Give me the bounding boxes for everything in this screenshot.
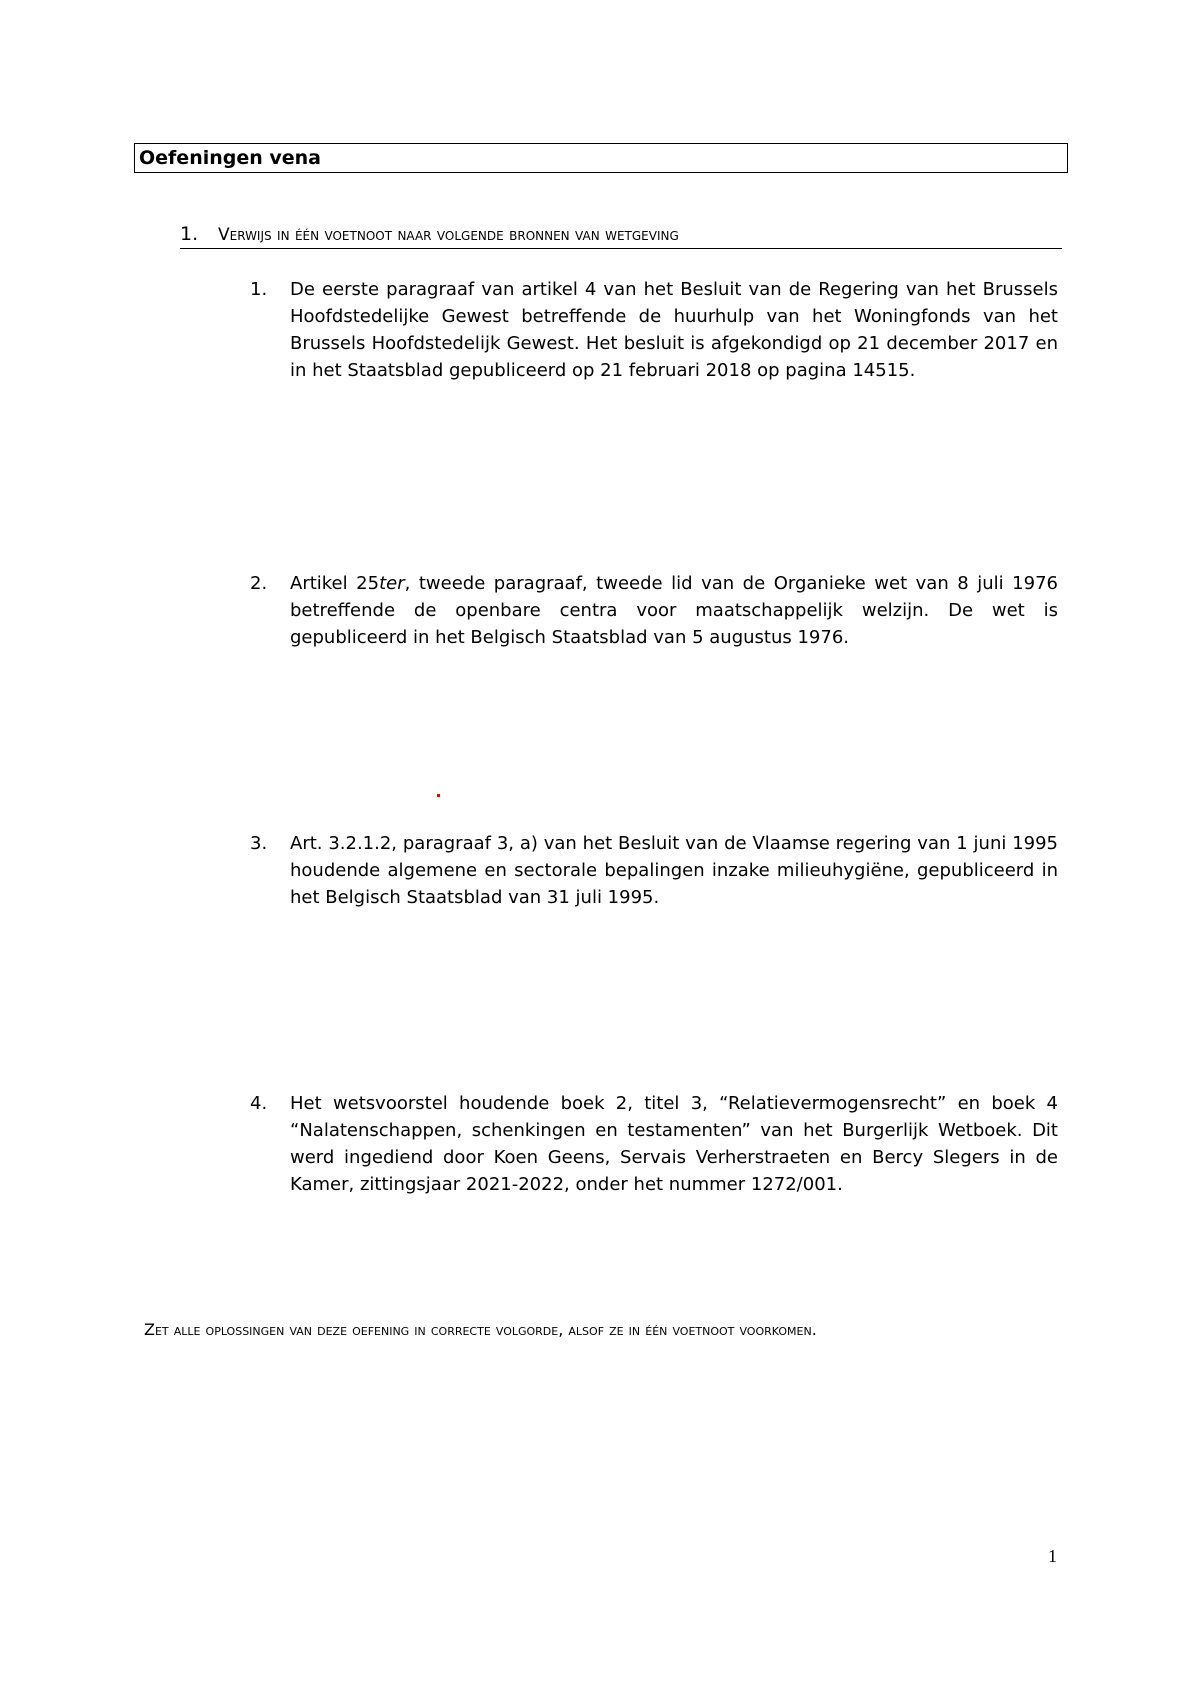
exercise-item-2 bbox=[250, 570, 1058, 651]
exercise-item-text: Het wetsvoorstel houdende boek 2, titel 3, “Relatievermogensrecht” en boek 4 “Nalatenschappen, schenkingen en testamenten” van het Burgerlijk Wetboek. Dit werd ingediend door Koen Geens, Servais Verherstraeten en Bercy Slegers in de Kamer, zittingsjaar 2021-2022, onder het nummer 1272/001. bbox=[290, 1093, 1058, 1195]
exercise-item-3 bbox=[250, 830, 1058, 911]
exercise-item-1 bbox=[250, 276, 1058, 384]
document-title-text: Oefeningen vena bbox=[139, 147, 322, 169]
exercise-item-text: De eerste paragraaf van artikel 4 van het Besluit van de Regering van het Brussels Hoofdstedelijke Gewest betreffende de huurhulp van het Woningfonds van het Brussels Hoofdstedelijk Gewest. Het besluit is afgekondigd op 21 december 2017 en in het Staatsblad gepubliceerd op 21 februari 2018 op pagina 14515. bbox=[290, 279, 1058, 381]
exercise-item-text-part: , tweede paragraaf, tweede lid van de Organieke wet van 8 juli 1976 betreffende de openbare centra voor maatschappelijk welzijn. De wet is gepubliceerd in het Belgisch Staatsblad van 5 augustus 1976. bbox=[290, 573, 1058, 648]
final-instruction: Zet alle oplossingen van deze oefening in correcte volgorde, alsof ze in één voetnoot voorkomen. bbox=[144, 1320, 817, 1339]
exercise-item-number: 1. bbox=[250, 279, 268, 300]
exercise-item-number: 2. bbox=[250, 573, 268, 594]
document-title bbox=[134, 143, 1068, 173]
exercise-item-number: 3. bbox=[250, 833, 268, 854]
exercise-item-4 bbox=[250, 1090, 1058, 1198]
exercise-item-text: Art. 3.2.1.2, paragraaf 3, a) van het Besluit van de Vlaamse regering van 1 juni 1995 houdende algemene en sectorale bepalingen inzake milieuhygiëne, gepubliceerd in het Belgisch Staatsblad van 31 juli 1995. bbox=[290, 833, 1058, 908]
exercise-item-text-italic: ter bbox=[379, 573, 405, 594]
exercise-item-number: 4. bbox=[250, 1093, 268, 1114]
red-marker-dot bbox=[437, 794, 440, 797]
page-number: 1 bbox=[1048, 1546, 1057, 1566]
section-number: 1. bbox=[180, 223, 199, 245]
exercise-item-text-part: Artikel 25 bbox=[290, 573, 380, 594]
section-title: Verwijs in één voetnoot naar volgende bronnen van wetgeving bbox=[218, 225, 679, 245]
exercise-item-text bbox=[290, 570, 1058, 651]
section-heading bbox=[180, 222, 1062, 249]
